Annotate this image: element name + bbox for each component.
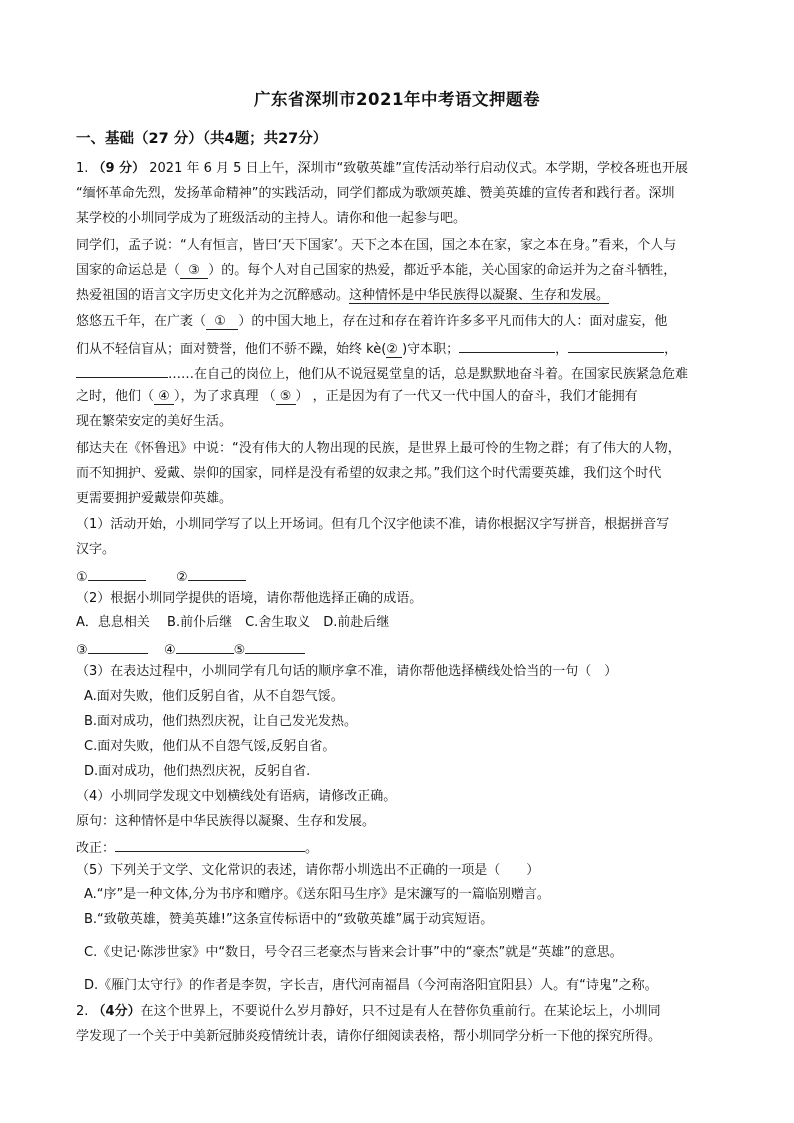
passage-line: 现在繁荣安定的美好生活。 [76, 414, 233, 429]
answer-line[interactable] [459, 338, 555, 353]
choice-c[interactable]: C.面对失败，他们从不自怨气馁,反躬自省。 [84, 739, 336, 754]
answer-line[interactable] [115, 837, 305, 852]
subquestion-2: （2）根据小圳同学提供的语境，请你帮他选择正确的成语。 [76, 591, 423, 606]
question-score: （4分） [92, 1004, 141, 1019]
question-score: （9 分） [92, 161, 146, 176]
answer-line[interactable] [245, 639, 305, 654]
q2-line-1: 2. （4分）在这个世界上，不要说什么岁月静好，只不过是有人在替你负重前行。在某论坛上，小圳同 [76, 1004, 661, 1019]
fill-blank-2[interactable]: ② [386, 342, 402, 358]
original-sentence: 原句：这种情怀是中华民族得以凝聚、生存和发展。 [76, 814, 376, 829]
subquestion-1-cont: 汉字。 [76, 542, 116, 557]
fill-blank-5[interactable]: ⑤ [276, 389, 296, 405]
passage-line: 同学们，孟子说：“人有恒言，皆曰‘天下国家’。天下之本在国，国之本在家，家之本在身。”看来，个人与 [76, 238, 677, 253]
answer-line[interactable] [568, 338, 664, 353]
passage-line: 国家的命运总是（ ③ ）的。每个人对自己国家的热爱，都近乎本能，关心国家的命运并为之奋斗牺牲， [76, 263, 677, 278]
answer-row: ③ ④ ⑤ [76, 639, 716, 660]
passage-line: 们从不轻信盲从；面对赞誉，他们不骄不躁，始终 kè(② )守本职； ， ， [76, 338, 716, 359]
answer-row: ① ② [76, 566, 716, 587]
passage-line: 郁达夫在《怀鲁迅》中说：“没有伟大的人物出现的民族，是世界上最可怜的生物之群；有了伟大的人物， [76, 441, 681, 456]
choice-b[interactable]: B.“致敬英雄，赞美英雄!”这条宣传标语中的“致敬英雄”属于动宾短语。 [84, 912, 494, 927]
subquestion-3: （3）在表达过程中，小圳同学有几句话的顺序拿不准，请你帮他选择横线处恰当的一句（ ） [76, 664, 618, 679]
q1-intro-line-3: 某学校的小圳同学成为了班级活动的主持人。请你和他一起参与吧。 [76, 211, 467, 226]
subquestion-5: （5）下列关于文学、文化常识的表述，请你帮小圳选出不正确的一项是（ ） [76, 863, 540, 878]
answer-line[interactable] [176, 639, 234, 654]
question-number: 1. [76, 161, 89, 176]
passage-line: 热爱祖国的语言文字历史文化并为之沉醉感动。这种情怀是中华民族得以凝聚、生存和发展。 [76, 288, 610, 303]
q1-intro-line-2: “缅怀革命先烈，发扬革命精神”的实践活动，同学们都成为歌颂英雄、赞美英雄的宣传者和践行者。深圳 [76, 186, 675, 201]
choice-a[interactable]: A.面对失败，他们反躬自省，从不自怨气馁。 [84, 689, 344, 704]
correction-row: 改正： 。 [76, 837, 716, 858]
options-line: A．息息相关 B.前仆后继 C.舍生取义 D.前赴后继 [76, 615, 390, 630]
choice-c[interactable]: C.《史记·陈涉世家》中“数日，号令召三老豪杰与皆来会计事”中的“豪杰”就是“英雄”的意思。 [84, 945, 623, 960]
fill-blank-4[interactable]: ④ [154, 389, 174, 405]
fill-blank-1[interactable]: ① [206, 314, 238, 330]
subquestion-4: （4）小圳同学发现文中划横线处有语病，请修改正确。 [76, 789, 397, 804]
passage-line: 而不知拥护、爱戴、崇仰的国家，同样是没有希望的奴隶之邦。”我们这个时代需要英雄，我们这个时代 [76, 466, 662, 481]
answer-line[interactable] [88, 639, 148, 654]
passage-line: 之时，他们（ ④ ），为了求真理 （ ⑤ ） ，正是因为有了一代又一代中国人的奋斗，我们才能拥有 [76, 389, 638, 404]
fill-blank-3[interactable]: ③ [180, 263, 208, 279]
passage-line: ……在自己的岗位上，他们从不说冠冕堂皇的话，总是默默地奋斗着。在国家民族紧急危难 [76, 363, 716, 384]
answer-line[interactable] [188, 566, 246, 581]
choice-d[interactable]: D.《雁门太守行》的作者是李贺，字长吉，唐代河南福昌（今河南洛阳宜阳县）人。有“诗鬼”之称。 [84, 978, 658, 993]
q2-line-2: 学发现了一个关于中美新冠肺炎疫情统计表，请你仔细阅读表格，帮小圳同学分析一下他的探究所得。 [76, 1029, 662, 1044]
answer-line[interactable] [76, 363, 168, 378]
q1-intro-line-1: 1. （9 分） 2021 年 6 月 5 日上午，深圳市“致敬英雄”宣传活动举行启动仪式。本学期，学校各班也开展 [76, 161, 689, 176]
passage-line: 更需要拥护爱戴崇仰英雄。 [76, 491, 233, 506]
passage-line: 悠悠五千年，在广袤（ ① ）的中国大地上，存在过和存在着许许多多平凡而伟大的人：面对虚妄，他 [76, 314, 668, 329]
choice-d[interactable]: D.面对成功，他们热烈庆祝，反躬自省. [84, 764, 311, 779]
choice-b[interactable]: B.面对成功，他们热烈庆祝，让自己发光发热。 [84, 714, 358, 729]
choice-a[interactable]: A.“序”是一种文体,分为书序和赠序。《送东阳马生序》是宋濂写的一篇临别赠言。 [84, 887, 550, 902]
section-heading: 一、基础（27 分）（共4题；共27分） [76, 131, 328, 147]
question-number: 2. [76, 1004, 89, 1019]
answer-line[interactable] [88, 566, 146, 581]
page-title: 广东省深圳市2021年中考语文押题卷 [254, 90, 540, 109]
subquestion-1: （1）活动开始，小圳同学写了以上开场词。但有几个汉字他读不准，请你根据汉字写拼音，根据拼音写 [76, 517, 670, 532]
underlined-sentence: 这种情怀是中华民族得以凝聚、生存和发展。 [349, 288, 610, 303]
